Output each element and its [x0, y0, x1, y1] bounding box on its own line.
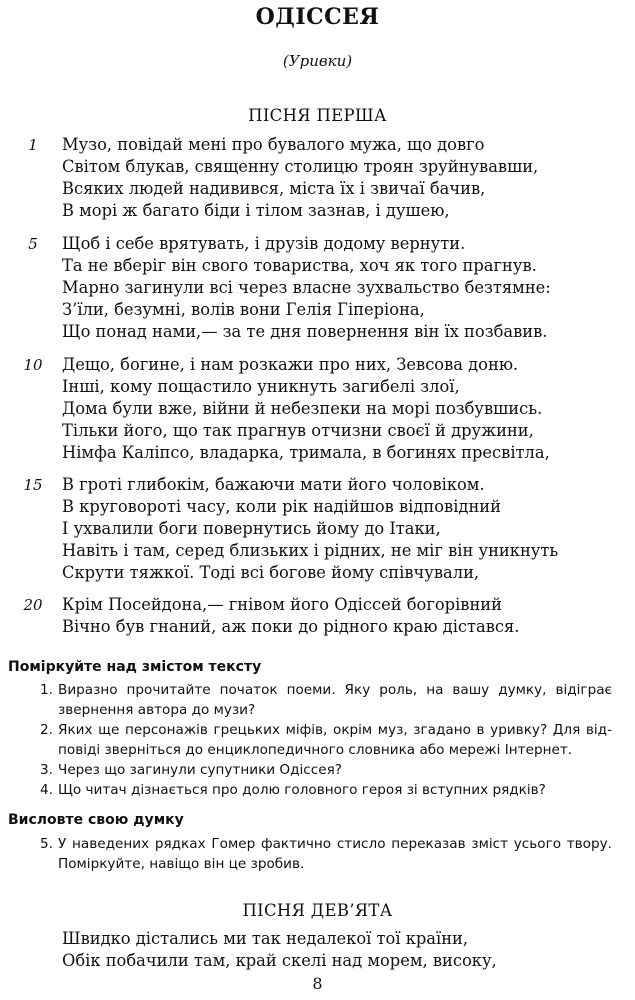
- question-5: [40, 834, 612, 874]
- verse-line: В морі ж багато біди і тілом зазнав, і душею,: [62, 201, 450, 220]
- line-number: 5: [28, 235, 38, 253]
- stanza-song-nine: [62, 928, 622, 972]
- poem-title: ОДІССЕЯ: [255, 4, 380, 30]
- stanza-1: [28, 134, 622, 222]
- question-number: 3.: [40, 762, 53, 778]
- verse-line: Обік побачили там, край скелі над морем, високу,: [62, 951, 497, 970]
- question-4: [40, 780, 612, 800]
- verse-line: Дома були вже, війни й небезпеки на морі позбувшись.: [62, 399, 543, 418]
- verse-line: Щоб і себе врятувать, і друзів додому вернути.: [62, 234, 466, 253]
- verse-line: В гроті глибокім, бажаючи мати його чоловіком.: [62, 475, 485, 494]
- stanza-15: [23, 474, 622, 584]
- verse-line: Марно загинули всі через власне зухвальство безтямне:: [62, 278, 551, 297]
- verse-line: Скрути тяжкої. Тоді всі богове йому співчували,: [62, 563, 480, 582]
- line-number: 1: [28, 136, 38, 154]
- question-text: Через що загинули супутники Одіссея?: [58, 762, 343, 778]
- question-text: Виразно прочитайте початок поеми. Яку роль, на вашу думку, відіграє звернення автора до музи?: [58, 682, 612, 718]
- song-nine-title: ПІСНЯ ДЕВ’ЯТА: [242, 901, 393, 920]
- verse-line: З’їли, безумні, волів вони Гелія Гіперіона,: [62, 300, 425, 319]
- verse-line: Швидко дістались ми так недалекої тої країни,: [62, 929, 469, 948]
- question-text: У наведених рядках Гомер фактично стисло переказав зміст усього твору. Поміркуйте, навіщо він це зробив.: [58, 836, 612, 872]
- verse-line: Інші, кому пощастило уникнуть загибелі злої,: [62, 377, 460, 396]
- stanza-5: [28, 233, 622, 343]
- question-number: 5.: [40, 836, 53, 852]
- verse-line: Вічно був гнаний, аж поки до рідного краю дістався.: [62, 617, 520, 636]
- stanza-20: [23, 594, 622, 638]
- verse-line: Німфа Каліпсо, владарка, тримала, в богинях пресвітла,: [62, 443, 550, 462]
- stanza-10: [23, 354, 622, 464]
- verse-line: Та не вберіг він свого товариства, хоч як того прагнув.: [62, 256, 537, 275]
- line-number: 10: [23, 356, 43, 374]
- verse-line: Тільки його, що так прагнув отчизни своєї й дружини,: [62, 421, 534, 440]
- question-number: 4.: [40, 782, 53, 798]
- line-number: 20: [23, 596, 43, 614]
- verse-line: І ухвалили боги повернутись йому до Ітаки,: [62, 519, 441, 538]
- question-1: [40, 680, 612, 720]
- question-2: [40, 720, 612, 760]
- verse-line: Музо, повідай мені про бувалого мужа, що довго: [62, 135, 485, 154]
- verse-line: Навіть і там, серед близьких і рідних, не міг він уникнуть: [62, 541, 559, 560]
- verse-line: Крім Посейдона,— гнівом його Одіссей богорівний: [62, 595, 503, 614]
- question-text: Що читач дізнається про долю головного героя зі вступних рядків?: [58, 782, 546, 798]
- section-heading-think: Поміркуйте над змістом тексту: [8, 659, 262, 675]
- question-number: 1.: [40, 682, 53, 698]
- question-text: Яких ще персонажів грецьких міфів, окрім муз, згадано в уривку? Для відповіді зверніться до енциклопедичного словника або мережі Інтернет.: [58, 722, 612, 758]
- section-heading-opinion: Висловте свою думку: [8, 812, 184, 828]
- page-number: 8: [312, 974, 323, 993]
- question-3: [40, 760, 612, 780]
- poem-subtitle: (Уривки): [282, 52, 353, 70]
- verse-line: Що понад нами,— за те дня повернення він їх позбавив.: [62, 322, 548, 341]
- verse-line: Дещо, богине, і нам розкажи про них, Зевсова доню.: [62, 355, 519, 374]
- verse-line: В круговороті часу, коли рік надійшов відповідний: [62, 497, 502, 516]
- verse-line: Всяких людей надивився, міста їх і звичаї бачив,: [62, 179, 486, 198]
- verse-line: Світом блукав, священну столицю троян зруйнувавши,: [62, 157, 539, 176]
- line-number: 15: [23, 476, 43, 494]
- question-number: 2.: [40, 722, 53, 738]
- song-one-title: ПІСНЯ ПЕРША: [248, 106, 387, 125]
